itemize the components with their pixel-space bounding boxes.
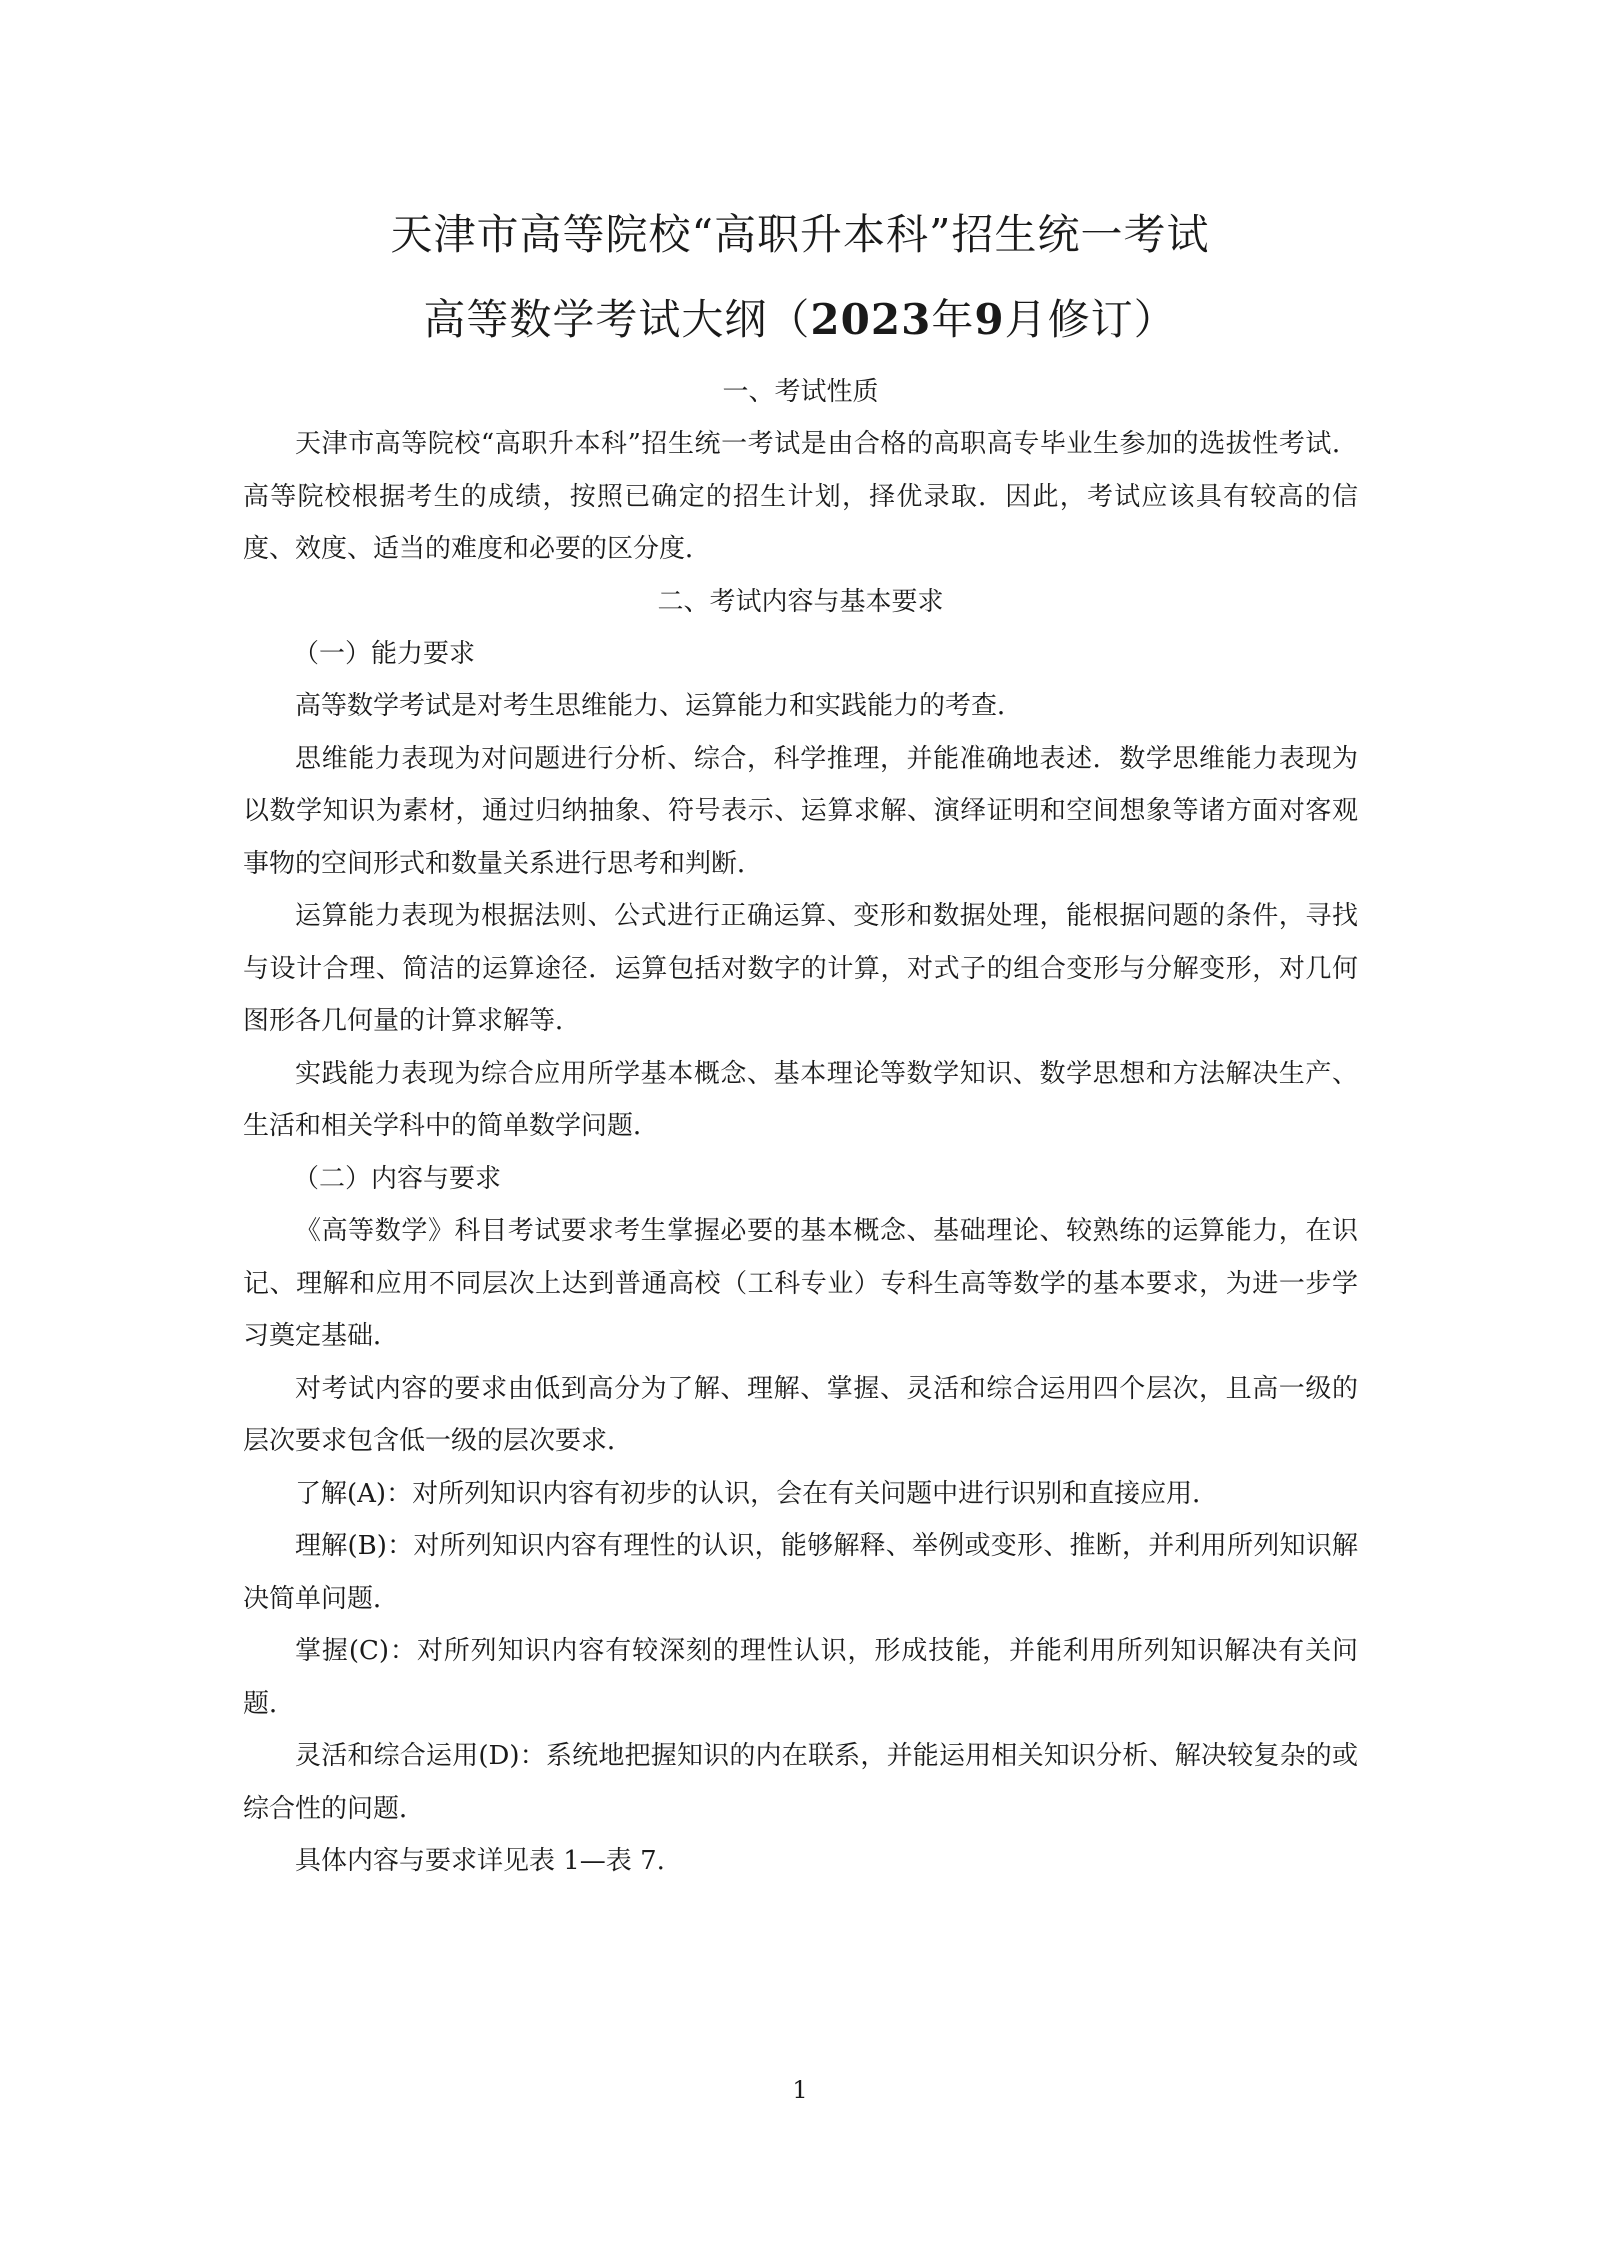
title2-mid: 年 [931, 295, 975, 344]
title2-suffix: 月修订） [1004, 295, 1177, 344]
subsection2-paragraph-7: 具体内容与要求详见表 1—表 7. [295, 1846, 665, 1876]
page-number: 1 [792, 2076, 808, 2104]
subsection2-paragraph-2: 对考试内容的要求由低到高分为了解、理解、掌握、灵活和综合运用四个层次，且高一级的层次要求包含低一级的层次要求． [243, 1373, 1358, 1456]
document-body [243, 366, 1358, 1888]
section1-paragraph: 天津市高等院校“高职升本科”招生统一考试是由合格的高职高专毕业生参加的选拔性考试．高等院校根据考生的成绩，按照已确定的招生计划，择优录取．因此，考试应该具有较高的信度、效度、适当的难度和必要的区分度． [243, 429, 1358, 564]
section2-heading: 二、考试内容与基本要求 [657, 586, 944, 617]
subsection2-paragraph-4: 理解(B)：对所列知识内容有理性的认识，能够解释、举例或变形、推断，并利用所列知识解决简单问题． [243, 1531, 1358, 1614]
subsection1-paragraph-3: 运算能力表现为根据法则、公式进行正确运算、变形和数据处理，能根据问题的条件，寻找与设计合理、简洁的运算途径．运算包括对数字的计算，对式子的组合变形与分解变形，对几何图形各几何量的计算求解等． [243, 901, 1358, 1036]
title2-year: 2023 [810, 295, 932, 344]
subsection1-paragraph-2: 思维能力表现为对问题进行分析、综合，科学推理，并能准确地表述．数学思维能力表现为以数学知识为素材，通过归纳抽象、符号表示、运算求解、演绎证明和空间想象等诸方面对客观事物的空间形式和数量关系进行思考和判断． [243, 743, 1358, 879]
subsection2-paragraph-3: 了解(A)：对所列知识内容有初步的认识，会在有关问题中进行识别和直接应用． [295, 1478, 1219, 1509]
subsection1-paragraph-4: 实践能力表现为综合应用所学基本概念、基本理论等数学知识、数学思想和方法解决生产、生活和相关学科中的简单数学问题． [243, 1058, 1358, 1141]
subsection2-heading: （二）内容与要求 [293, 1163, 502, 1194]
title2-prefix: 高等数学考试大纲（ [423, 295, 811, 344]
subsection2-paragraph-6: 灵活和综合运用(D)：系统地把握知识的内在联系，并能运用相关知识分析、解决较复杂的或综合性的问题． [243, 1741, 1358, 1824]
subsection2-paragraph-1: 《高等数学》科目考试要求考生掌握必要的基本概念、基础理论、较熟练的运算能力，在识记、理解和应用不同层次上达到普通高校（工科专业）专科生高等数学的基本要求，为进一步学习奠定基础． [243, 1216, 1358, 1351]
subsection1-paragraph-1: 高等数学考试是对考生思维能力、运算能力和实践能力的考查． [295, 691, 1024, 721]
subsection1-heading: （一）能力要求 [293, 638, 476, 669]
section1-heading: 一、考试性质 [722, 377, 879, 407]
subsection2-paragraph-5: 掌握(C)：对所列知识内容有较深刻的理性认识，形成技能，并能利用所列知识解决有关问题． [243, 1636, 1358, 1719]
title2-month: 9 [974, 295, 1005, 344]
document-title-line2 [0, 290, 1600, 350]
document-title-line1: 天津市高等院校“高职升本科”招生统一考试 [390, 210, 1210, 259]
